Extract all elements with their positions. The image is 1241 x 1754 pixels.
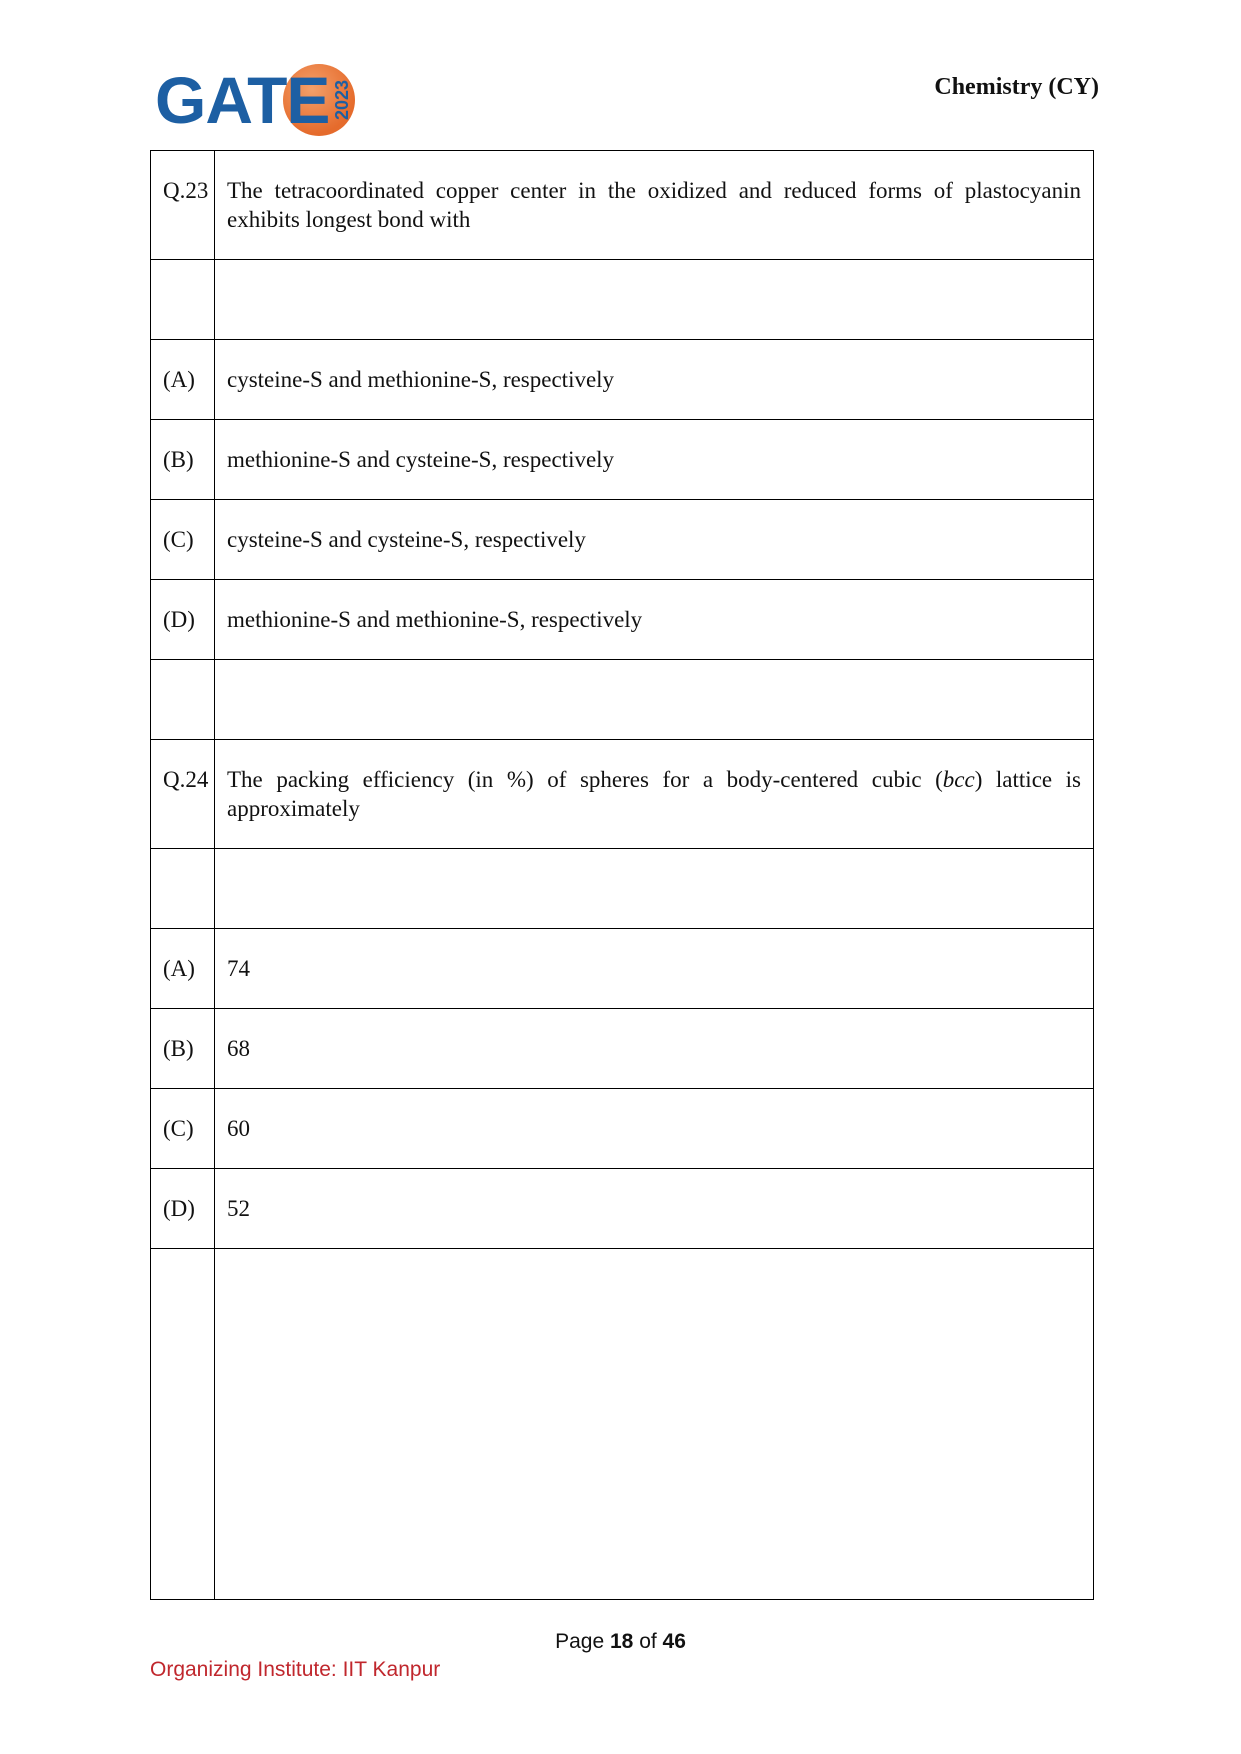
- option-label: (D): [151, 1169, 215, 1249]
- organizing-institute: Organizing Institute: IIT Kanpur: [150, 1658, 441, 1681]
- option-label: (C): [151, 500, 215, 580]
- blank-row: [151, 1249, 1094, 1600]
- logo-text: GATE: [155, 63, 330, 137]
- logo-year: 2023: [332, 79, 352, 121]
- option-text: cysteine-S and methionine-S, respectively: [215, 340, 1094, 420]
- option-label: (C): [151, 1089, 215, 1169]
- option-text: methionine-S and cysteine-S, respectively: [215, 420, 1094, 500]
- option-row: [151, 1009, 1094, 1089]
- page-of: of: [639, 1630, 657, 1653]
- option-text: cysteine-S and cysteine-S, respectively: [215, 500, 1094, 580]
- question-number: Q.24: [151, 740, 215, 849]
- page-number: [0, 1630, 1241, 1654]
- option-text: 74: [215, 929, 1094, 1009]
- page-prefix: Page: [555, 1630, 605, 1653]
- question-table: [150, 150, 1094, 1600]
- option-row: [151, 929, 1094, 1009]
- option-label: (A): [151, 340, 215, 420]
- question-row: [151, 151, 1094, 260]
- option-row: [151, 340, 1094, 420]
- question-text-part: ) lattice is approximately: [227, 767, 1082, 821]
- question-text-part: The packing efficiency (in %) of spheres for a body-centered cubic (: [227, 767, 943, 792]
- option-row: [151, 1089, 1094, 1169]
- option-row: [151, 420, 1094, 500]
- option-row: [151, 580, 1094, 660]
- question-text-italic: bcc: [942, 767, 975, 792]
- option-row: [151, 500, 1094, 580]
- option-text: 68: [215, 1009, 1094, 1089]
- option-text: 52: [215, 1169, 1094, 1249]
- spacer-row: [151, 260, 1094, 340]
- paper-title: Chemistry (CY): [934, 74, 1099, 100]
- gate-logo: [155, 60, 365, 140]
- option-label: (B): [151, 420, 215, 500]
- option-text: 60: [215, 1089, 1094, 1169]
- spacer-row: [151, 660, 1094, 740]
- question-text: [215, 740, 1094, 849]
- option-text: methionine-S and methionine-S, respectively: [215, 580, 1094, 660]
- option-label: (D): [151, 580, 215, 660]
- question-number: Q.23: [151, 151, 215, 260]
- spacer-row: [151, 849, 1094, 929]
- page-total: 46: [662, 1630, 686, 1653]
- page-current: 18: [609, 1630, 634, 1653]
- question-text: The tetracoordinated copper center in the oxidized and reduced forms of plastocyanin exhibits longest bond with: [215, 151, 1094, 260]
- question-row: [151, 740, 1094, 849]
- option-label: (B): [151, 1009, 215, 1089]
- option-row: [151, 1169, 1094, 1249]
- option-label: (A): [151, 929, 215, 1009]
